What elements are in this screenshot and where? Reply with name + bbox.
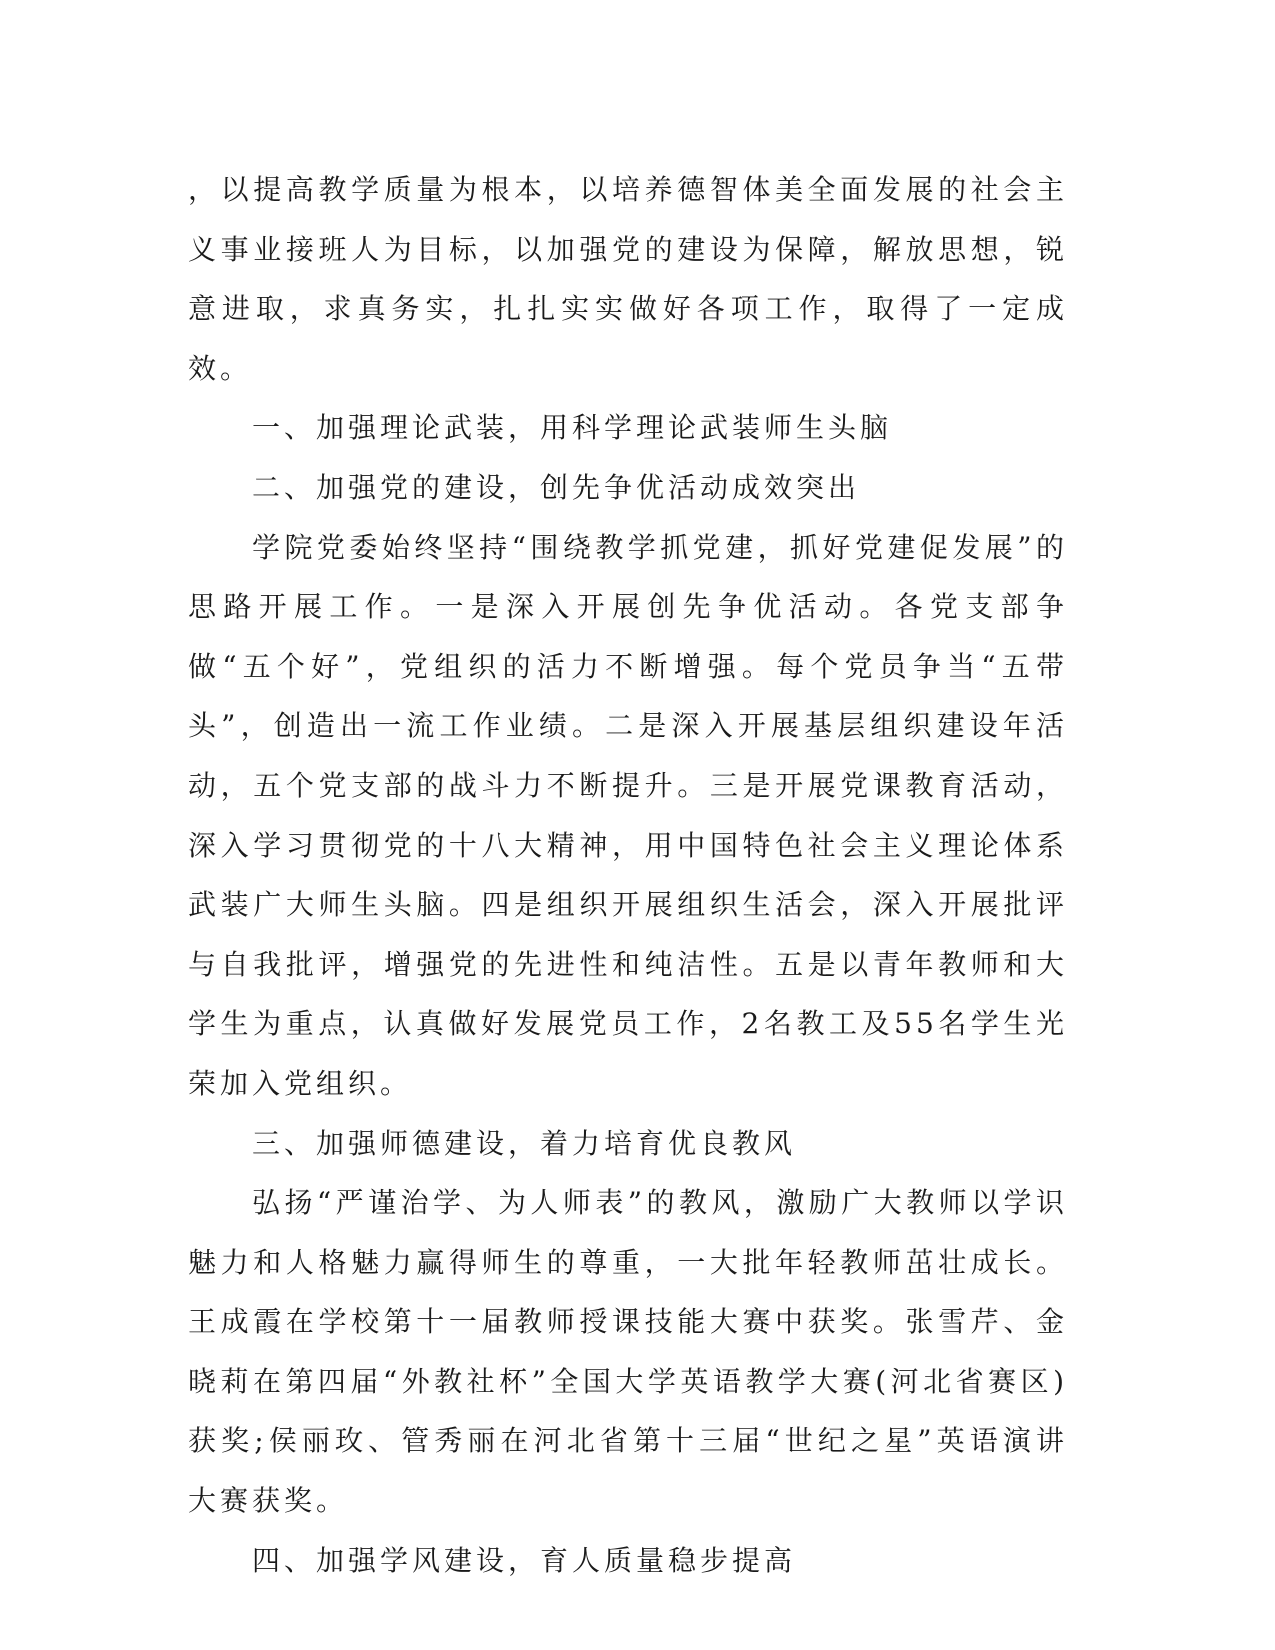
section-heading-3: 三、加强师德建设，着力培育优良教风 (252, 1126, 797, 1160)
paragraph-party-building: 学院党委始终坚持“围绕教学抓党建，抓好党建促发展”的思路开展工作。一是深入开展创先争优活动。各党支部争做“五个好”，党组织的活力不断增强。每个党员争当“五带头”，创造出一流工作业绩。二是深入开展基层组织建设年活动，五个党支部的战斗力不断提升。三是开展党课教育活动，深入学习贯彻党的十八大精神，用中国特色社会主义理论体系武装广大师生头脑。四是组织开展组织生活会，深入开展批评与自我批评，增强党的先进性和纯洁性。五是以青年教师和大学生为重点，认真做好发展党员工作，2名教工及55名学生光荣加入党组织。 (188, 530, 1068, 1100)
paragraph-teaching-ethics: 弘扬“严谨治学、为人师表”的教风，激励广大教师以学识魅力和人格魅力赢得师生的尊重，一大批年轻教师茁壮成长。王成霞在学校第十一届教师授课技能大赛中获奖。张雪芹、金晓莉在第四届“外教社杯”全国大学英语教学大赛(河北省赛区)获奖;侯丽玫、管秀丽在河北省第十三届“世纪之星”英语演讲大赛获奖。 (188, 1186, 1068, 1518)
section-heading-2: 二、加强党的建设，创先争优活动成效突出 (252, 470, 861, 504)
section-heading-1: 一、加强理论武装，用科学理论武装师生头脑 (252, 411, 893, 445)
document-body (188, 160, 1068, 1590)
section-heading-4: 四、加强学风建设，育人质量稳步提高 (252, 1543, 797, 1577)
paragraph-continuation: ，以提高教学质量为根本，以培养德智体美全面发展的社会主义事业接班人为目标，以加强党的建设为保障，解放思想，锐意进取，求真务实，扎扎实实做好各项工作，取得了一定成效。 (188, 173, 1068, 385)
